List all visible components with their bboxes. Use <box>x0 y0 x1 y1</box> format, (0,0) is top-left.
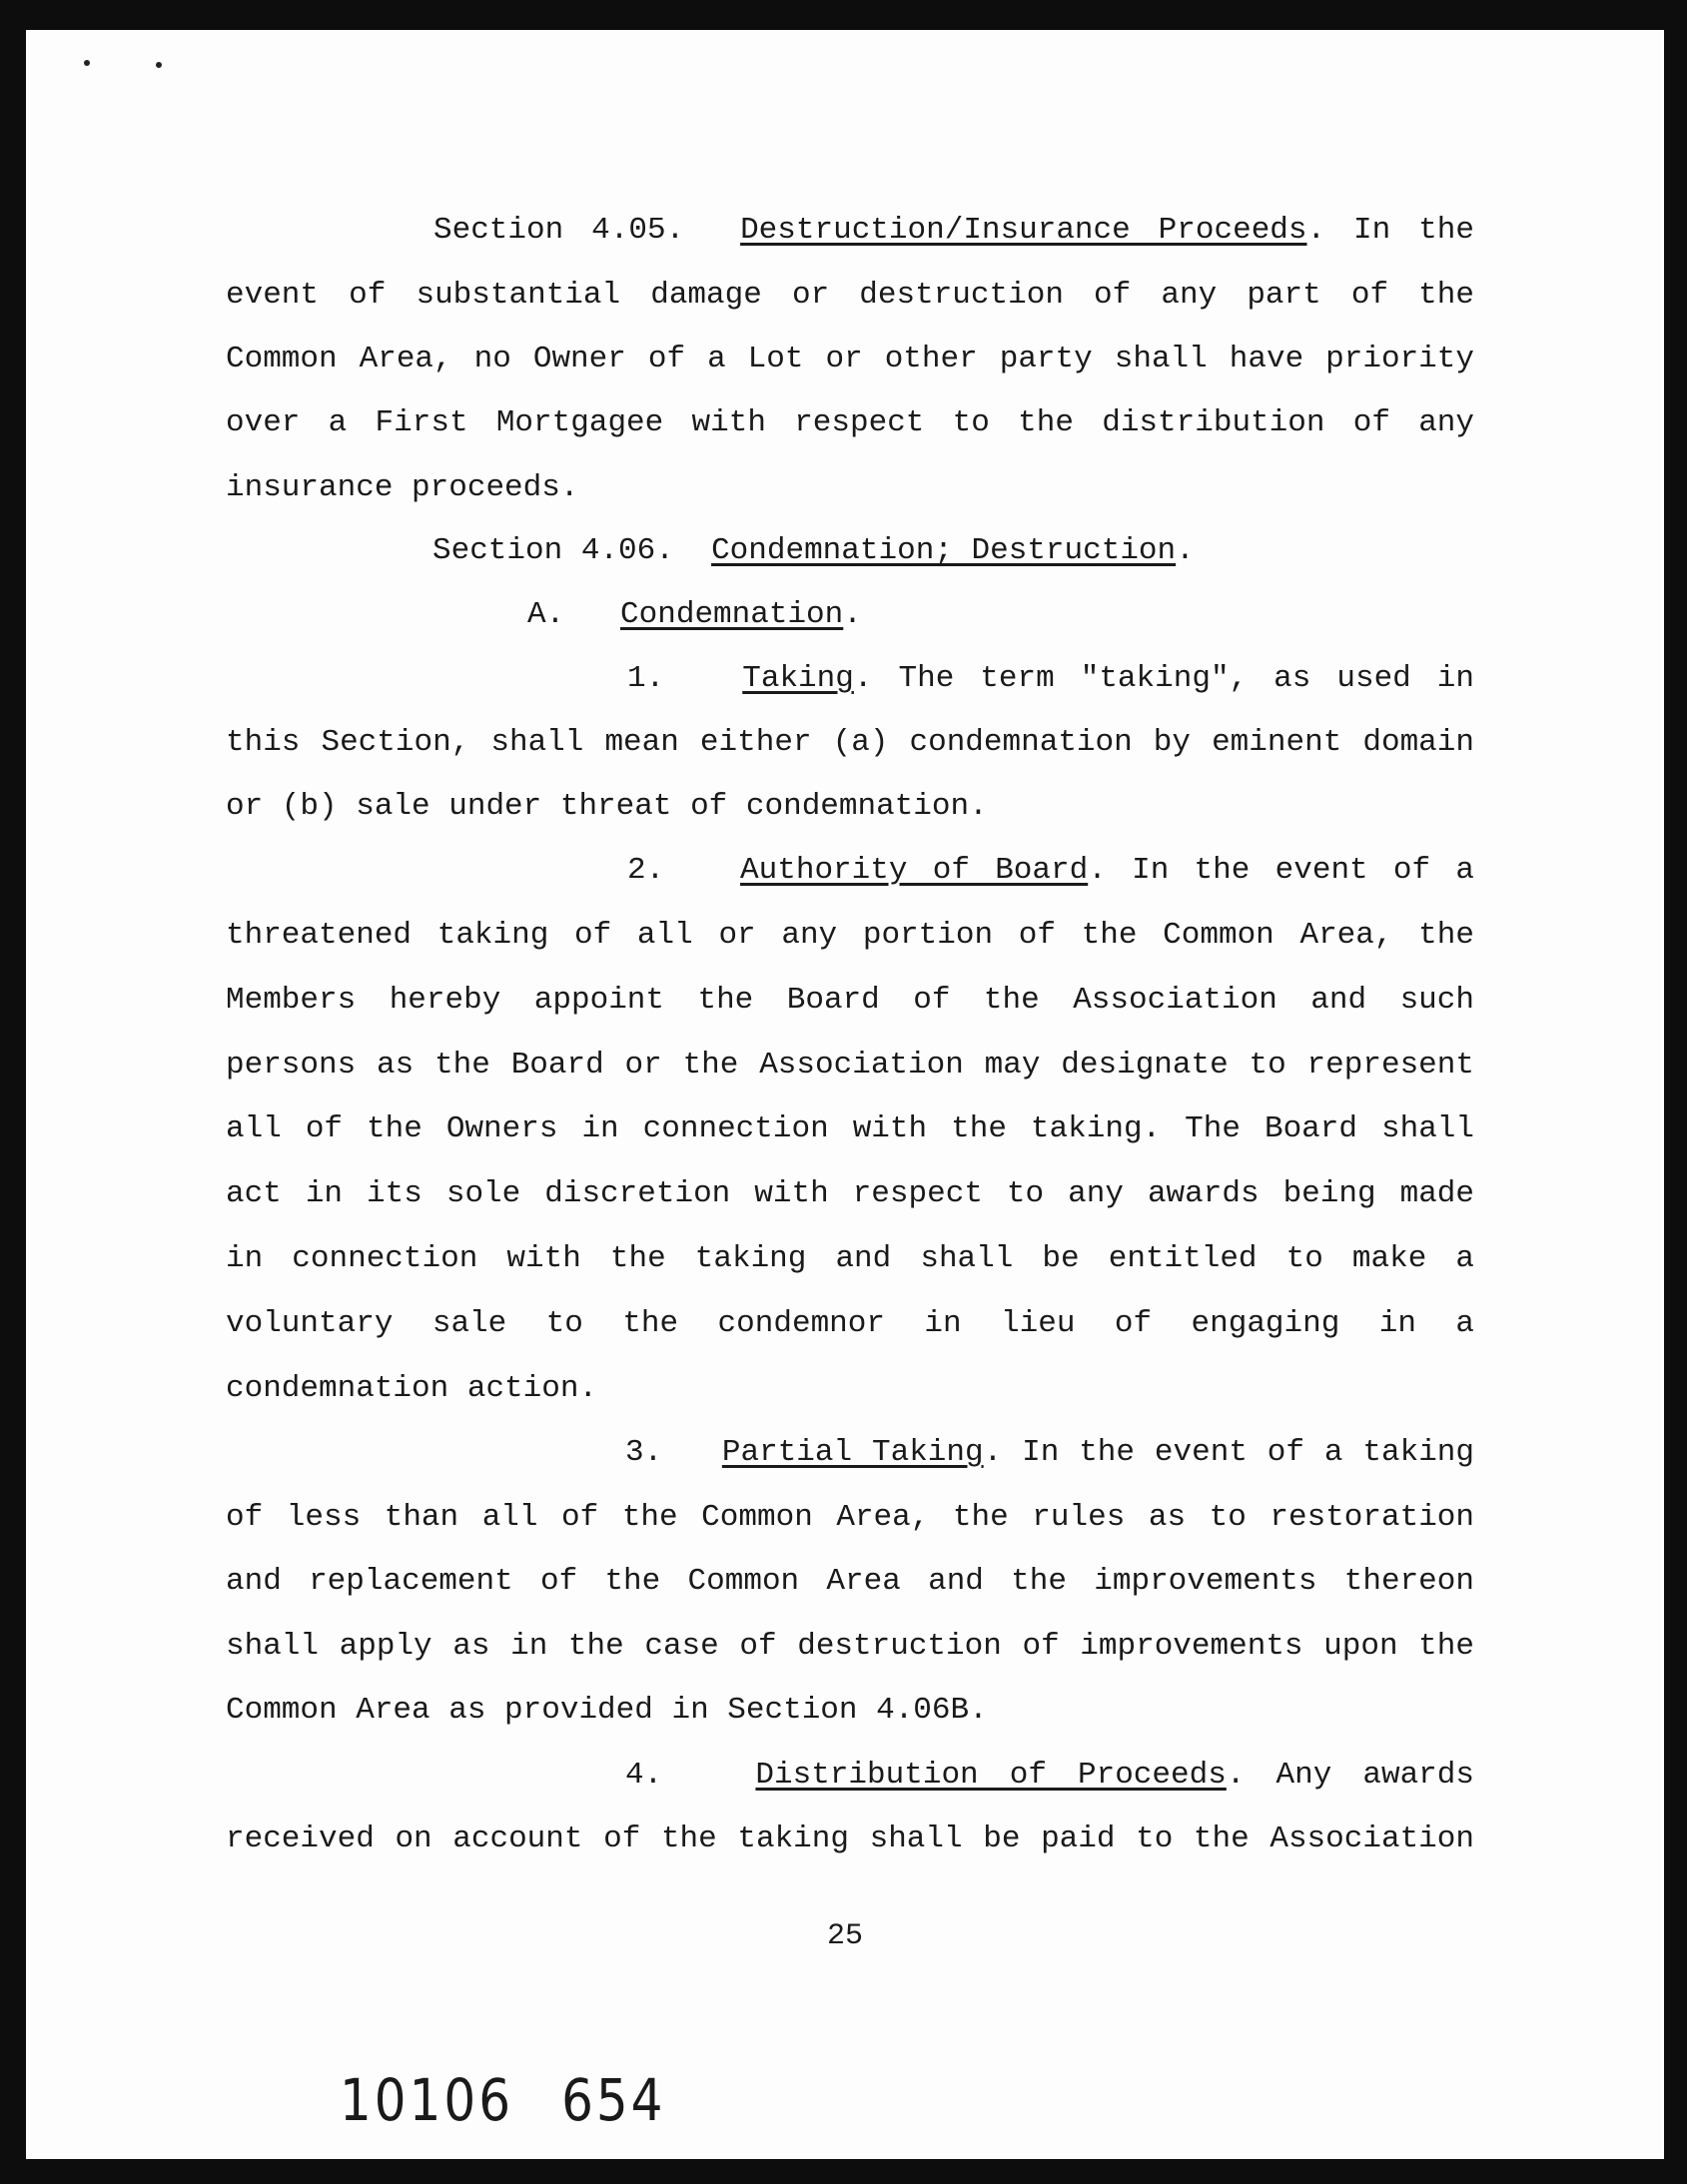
item-2-heading <box>627 851 1474 891</box>
paragraph-line: Common Area, no Owner of a Lot or other party shall have priority <box>226 342 1474 376</box>
paragraph-line: in connection with the taking and shall be entitled to make a <box>226 1241 1474 1276</box>
subsection-title: Condemnation <box>620 597 844 632</box>
section-title: Condemnation; Destruction <box>711 533 1177 568</box>
paragraph-line: over a First Mortgagee with respect to the distribution of any <box>226 405 1474 440</box>
subsection-a-heading <box>527 595 1687 635</box>
heading-tail: . In the event of a taking <box>983 1435 1475 1470</box>
paragraph-line: event of substantial damage or destruction of any part of the <box>226 278 1474 313</box>
heading-tail: . <box>843 597 862 632</box>
item-title: Taking <box>742 661 854 696</box>
paragraph-line: shall apply as in the case of destruction of improvements upon the <box>226 1629 1474 1664</box>
paragraph-line: Common Area as provided in Section 4.06B. <box>226 1693 988 1728</box>
paragraph-line: or (b) sale under threat of condemnation. <box>226 789 988 824</box>
item-title: Authority of Board <box>740 853 1089 888</box>
document-page <box>26 30 1664 2159</box>
item-title: Distribution of Proceeds <box>755 1758 1227 1793</box>
paragraph-line: insurance proceeds. <box>226 470 579 505</box>
paragraph-line: persons as the Board or the Association may designate to represent <box>226 1048 1474 1083</box>
section-title: Destruction/Insurance Proceeds <box>740 213 1307 248</box>
heading-tail: . The term "taking", as used in <box>853 661 1474 696</box>
item-title: Partial Taking <box>721 1435 984 1470</box>
paragraph-line: voluntary sale to the condemnor in lieu of engaging in a <box>226 1306 1474 1341</box>
paragraph-line: and replacement of the Common Area and the improvements thereon <box>226 1564 1474 1599</box>
paragraph-line: Members hereby appoint the Board of the Association and such <box>226 983 1474 1018</box>
item-1-heading <box>627 659 1474 699</box>
paragraph-line: received on account of the taking shall be paid to the Association <box>226 1821 1474 1856</box>
page-number: 25 <box>826 1919 863 1953</box>
section-4-06-heading <box>432 531 1681 571</box>
subsection-label: A. <box>527 597 565 632</box>
heading-tail: . In the event of a <box>1088 853 1474 888</box>
section-4-05-heading <box>433 211 1474 251</box>
item-number: 4. <box>625 1758 663 1793</box>
heading-tail: . In the <box>1306 213 1475 248</box>
heading-tail: . <box>1176 533 1195 568</box>
recording-stamp <box>340 2067 666 2134</box>
item-number: 2. <box>627 853 665 888</box>
paragraph-line: of less than all of the Common Area, the rules as to restoration <box>226 1500 1474 1535</box>
item-4-heading <box>625 1756 1474 1796</box>
paragraph-line: threatened taking of all or any portion of the Common Area, the <box>226 918 1474 953</box>
paragraph-line: this Section, shall mean either (a) condemnation by eminent domain <box>226 725 1474 760</box>
section-number: Section 4.05. <box>433 213 685 248</box>
stamp-book-number: 10106 <box>340 2067 514 2134</box>
item-number: 3. <box>625 1435 663 1470</box>
document-body <box>26 30 1664 2159</box>
paragraph-line: act in its sole discretion with respect to any awards being made <box>226 1176 1474 1211</box>
paragraph-line: condemnation action. <box>226 1371 598 1406</box>
item-3-heading <box>625 1433 1474 1473</box>
heading-tail: . Any awards <box>1226 1758 1474 1793</box>
section-number: Section 4.06. <box>432 533 674 568</box>
paragraph-line: all of the Owners in connection with the taking. The Board shall <box>226 1111 1474 1146</box>
stamp-page-number: 654 <box>561 2067 666 2134</box>
item-number: 1. <box>627 661 665 696</box>
